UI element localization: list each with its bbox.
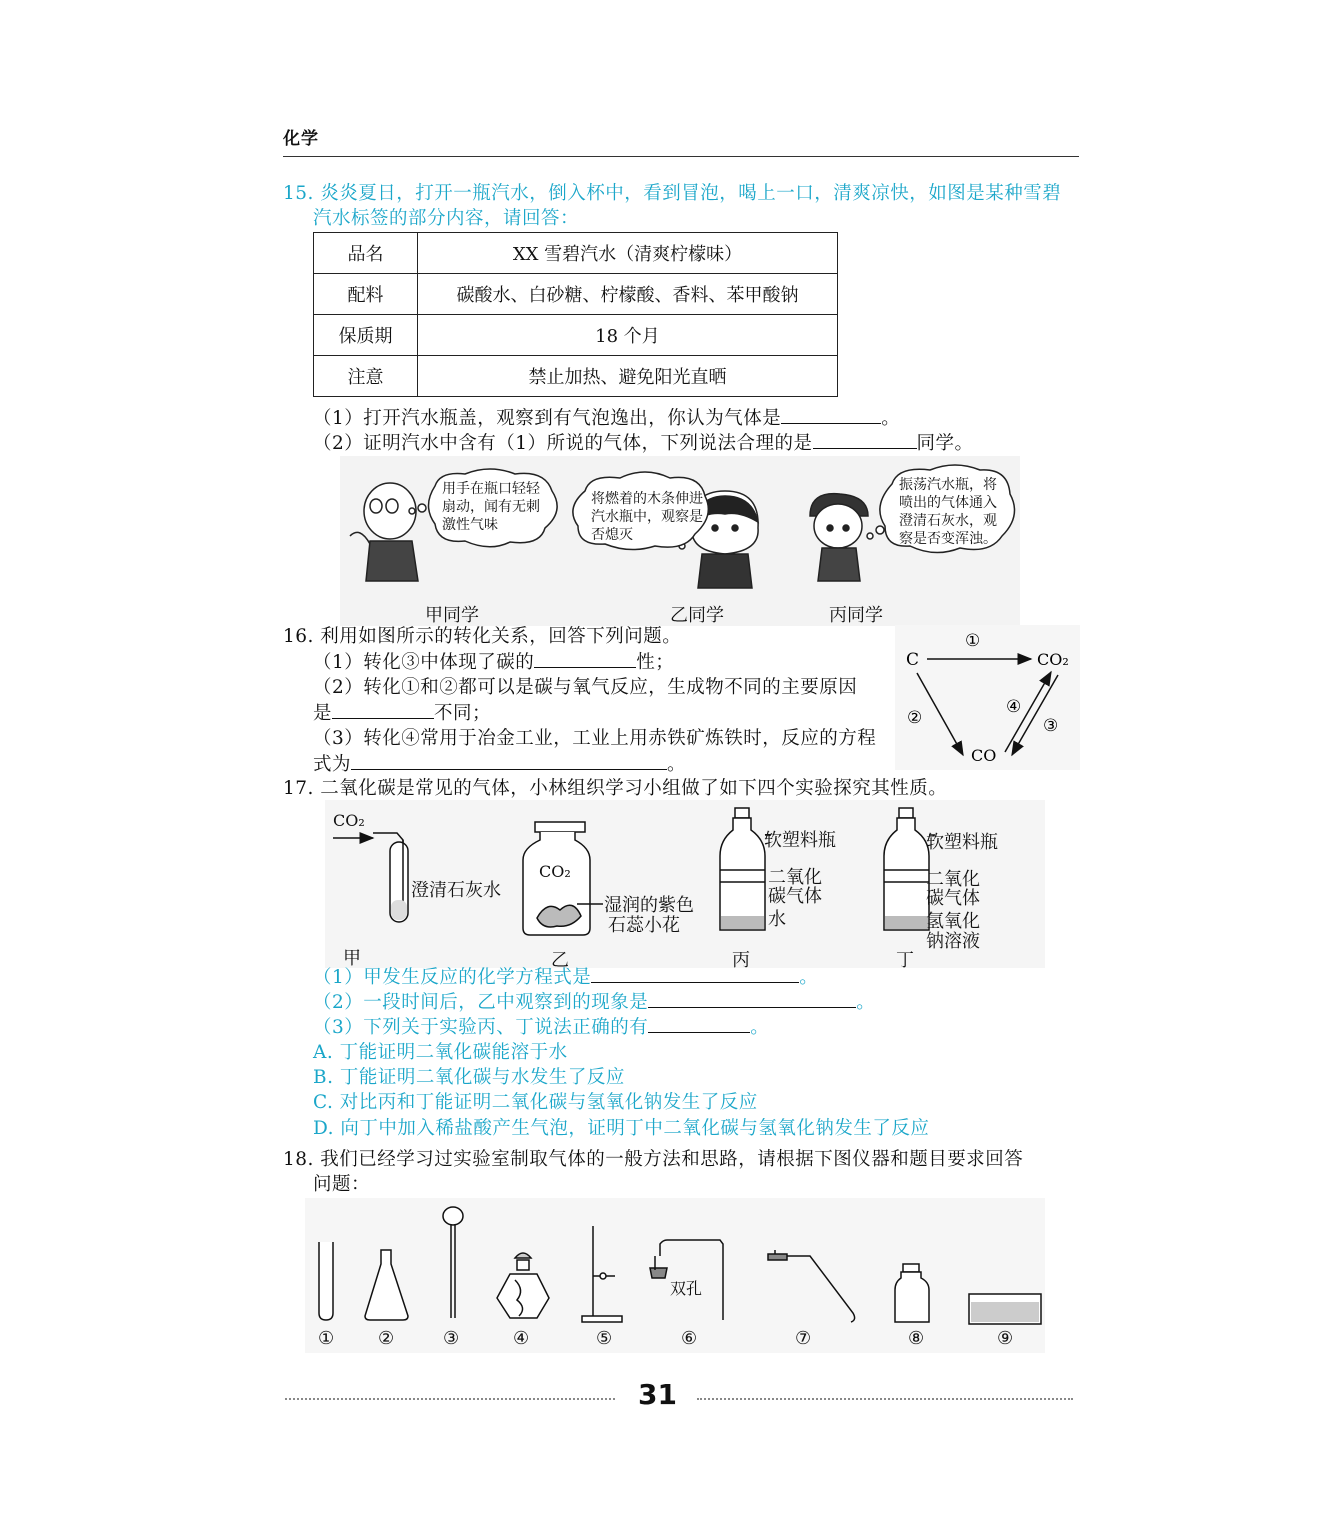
q15-sub1 — [313, 405, 900, 431]
gas-label-ding-1: 二氧化 — [926, 869, 980, 890]
water-label: 水 — [768, 909, 786, 930]
q17-option-a: A. 丁能证明二氧化碳能溶于水 — [313, 1042, 568, 1063]
name-jia: 甲同学 — [425, 605, 479, 626]
table-key: 配料 — [314, 274, 418, 315]
q16-sub2-post: 不同； — [434, 703, 492, 724]
q17-option-c: C. 对比丙和丁能证明二氧化碳与氢氧化钠发生了反应 — [313, 1092, 758, 1113]
answer-blank[interactable] — [648, 989, 856, 1008]
q16-sub1 — [313, 649, 674, 675]
table-value: XX 雪碧汽水（清爽柠檬味） — [418, 233, 838, 274]
name-bing: 丙同学 — [829, 605, 883, 626]
answer-blank[interactable] — [648, 1014, 750, 1033]
q16-sub2-line1: （2）转化①和②都可以是碳与氧气反应，生成物不同的主要原因 — [313, 677, 858, 698]
answer-blank[interactable] — [351, 751, 667, 770]
table-row — [314, 233, 838, 274]
table-key: 注意 — [314, 356, 418, 397]
soda-label-table — [313, 232, 838, 397]
flower-label-2: 石蕊小花 — [608, 915, 680, 936]
bottle-label-ding: 软塑料瓶 — [926, 832, 998, 853]
bubble-line: 澄清石灰水，观 — [899, 513, 997, 529]
gas-label-bing-2: 碳气体 — [768, 886, 822, 907]
co2-inlet-label: CO₂ — [333, 811, 365, 830]
exp-label-ding: 丁 — [896, 950, 914, 971]
q16-sub3-line1: （3）转化④常用于冶金工业，工业上用赤铁矿炼铁时，反应的方程 — [313, 728, 877, 749]
instrument-label-5: ⑤ — [596, 1328, 613, 1349]
node-c: C — [906, 650, 920, 670]
q17-sub2-end: 。 — [856, 992, 876, 1013]
bubble-line: 扇动，闻有无刺 — [442, 499, 540, 515]
limewater-label: 澄清石灰水 — [411, 880, 501, 901]
answer-blank[interactable] — [591, 964, 799, 983]
table-value: 18 个月 — [418, 315, 838, 356]
footer-dots-left — [285, 1398, 615, 1400]
q16-sub2-line2 — [313, 700, 491, 726]
label-2: ② — [907, 708, 923, 728]
bubble-bing-text — [899, 476, 997, 548]
q15-sub1-text: （1）打开汽水瓶盖，观察到有气泡逸出，你认为气体是 — [313, 408, 782, 429]
instrument-label-4: ④ — [513, 1328, 530, 1349]
exp-label-yi: 乙 — [551, 950, 569, 971]
q16-sub3-post: 。 — [667, 754, 687, 775]
instrument-label-3: ③ — [443, 1328, 460, 1349]
node-co2: CO₂ — [1037, 650, 1069, 669]
exp-label-jia: 甲 — [343, 948, 361, 969]
q17-sub2 — [313, 989, 875, 1015]
q17-sub3-text: （3）下列关于实验丙、丁说法正确的有 — [313, 1017, 649, 1038]
answer-blank[interactable] — [534, 649, 636, 668]
flower-label-1: 湿润的紫色 — [604, 895, 694, 916]
table-key: 保质期 — [314, 315, 418, 356]
answer-blank[interactable] — [332, 700, 434, 719]
q17-sub3 — [313, 1014, 769, 1040]
shuangkong-label: 双孔 — [670, 1279, 703, 1298]
q16-sub1-text: （1）转化③中体现了碳的 — [313, 652, 535, 673]
gas-label-ding-2: 碳气体 — [926, 888, 980, 909]
instrument-label-6: ⑥ — [681, 1328, 698, 1349]
q15-sub2-end: 同学。 — [916, 433, 974, 454]
naoh-label-1: 氢氧化 — [926, 911, 980, 932]
q16-sub1-end: 性； — [636, 652, 675, 673]
q17-sub2-text: （2）一段时间后，乙中观察到的现象是 — [313, 992, 649, 1013]
label-3: ③ — [1043, 716, 1059, 736]
q16-sub3-line2 — [313, 751, 686, 777]
bubble-line: 用手在瓶口轻轻 — [442, 481, 540, 497]
table-value: 禁止加热、避免阳光直晒 — [418, 356, 838, 397]
q17-option-d: D. 向丁中加入稀盐酸产生气泡，证明丁中二氧化碳与氢氧化钠发生了反应 — [313, 1118, 930, 1139]
instrument-label-1: ① — [318, 1328, 335, 1349]
bubble-line: 察是否变浑浊。 — [899, 531, 997, 547]
q18-stem-line2: 问题： — [313, 1174, 371, 1195]
bubble-jia-text — [442, 480, 540, 534]
answer-blank[interactable] — [813, 430, 917, 449]
test-tube-icon — [319, 1242, 333, 1320]
jar-co2-label: CO₂ — [539, 862, 571, 881]
bubble-line: 汽水瓶中，观察是 — [591, 509, 703, 525]
bubble-line: 将燃着的木条伸进 — [591, 491, 703, 507]
answer-blank[interactable] — [781, 405, 881, 424]
bubble-line: 振荡汽水瓶，将 — [899, 477, 997, 493]
table-row — [314, 356, 838, 397]
naoh-label-2: 钠溶液 — [926, 931, 980, 952]
bubble-line: 喷出的气体通入 — [899, 495, 997, 511]
q16-sub2-pre: 是 — [313, 703, 333, 724]
q18-stem-line1: 18. 我们已经学习过实验室制取气体的一般方法和思路，请根据下图仪器和题目要求回答 — [283, 1149, 1024, 1170]
q17-sub1-end: 。 — [799, 967, 819, 988]
water-trough-icon — [969, 1294, 1041, 1324]
exp-label-bing: 丙 — [732, 950, 750, 971]
name-yi: 乙同学 — [670, 605, 724, 626]
gas-label-bing-1: 二氧化 — [768, 867, 822, 888]
subject-header: 化学 — [283, 129, 319, 149]
q15-stem-line1: 15. 炎炎夏日，打开一瓶汽水，倒入杯中，看到冒泡，喝上一口，清爽凉快，如图是某种雪碧 — [283, 183, 1062, 204]
q17-sub3-end: 。 — [750, 1017, 770, 1038]
q17-stem: 17. 二氧化碳是常见的气体，小林组织学习小组做了如下四个实验探究其性质。 — [283, 778, 948, 799]
bottle-label-bing: 软塑料瓶 — [764, 830, 836, 851]
table-value: 碳酸水、白砂糖、柠檬酸、香料、苯甲酸钠 — [418, 274, 838, 315]
table-key: 品名 — [314, 233, 418, 274]
q15-stem-line2: 汽水标签的部分内容，请回答： — [313, 208, 580, 229]
table-row — [314, 315, 838, 356]
bubble-yi-text — [591, 490, 703, 544]
label-4: ④ — [1006, 697, 1022, 717]
instrument-label-9: ⑨ — [997, 1328, 1014, 1349]
bubble-line: 激性气味 — [442, 517, 498, 533]
table-row — [314, 274, 838, 315]
q15-sub2-text: （2）证明汽水中含有（1）所说的气体，下列说法合理的是 — [313, 433, 813, 454]
q16-stem: 16. 利用如图所示的转化关系，回答下列问题。 — [283, 626, 682, 647]
q17-sub1-text: （1）甲发生反应的化学方程式是 — [313, 967, 592, 988]
q15-sub1-end: 。 — [881, 408, 901, 429]
label-1: ① — [965, 631, 981, 651]
instrument-label-2: ② — [378, 1328, 395, 1349]
bubble-line: 否熄灭 — [591, 527, 633, 543]
q15-sub2 — [313, 430, 974, 456]
q16-sub3-pre: 式为 — [313, 754, 352, 775]
page-number: 31 — [638, 1378, 677, 1411]
q17-sub1 — [313, 964, 818, 990]
instrument-label-8: ⑧ — [908, 1328, 925, 1349]
instrument-label-7: ⑦ — [795, 1328, 812, 1349]
carbon-conversion-diagram — [895, 625, 1080, 770]
node-co: CO — [971, 746, 997, 765]
header-rule — [283, 156, 1079, 157]
footer-dots-right — [697, 1398, 1073, 1400]
q17-option-b: B. 丁能证明二氧化碳与水发生了反应 — [313, 1067, 625, 1088]
